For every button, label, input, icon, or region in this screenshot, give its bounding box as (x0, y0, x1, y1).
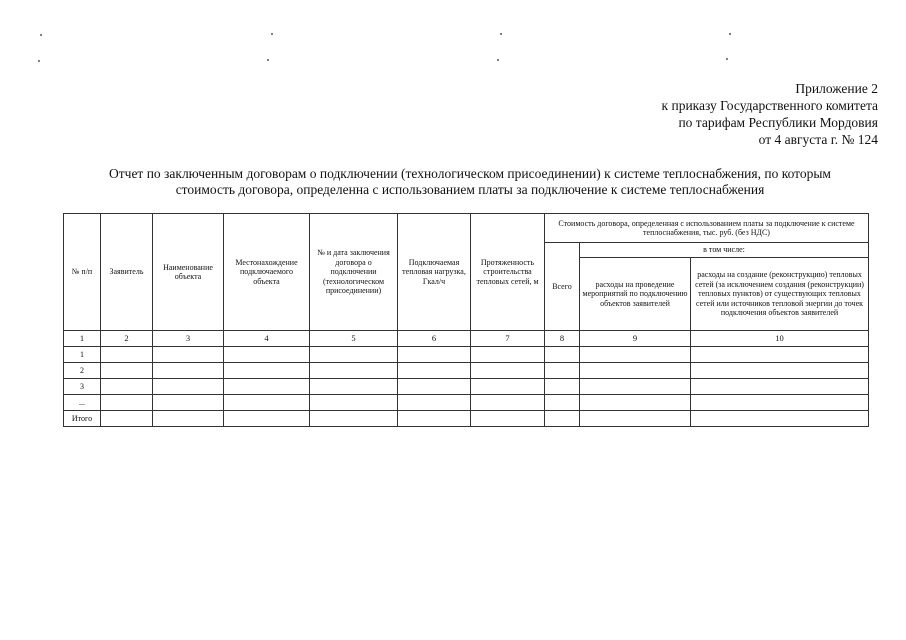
table-cell (153, 411, 224, 427)
column-number: 6 (398, 331, 471, 347)
table-row (64, 395, 869, 411)
table-cell (545, 395, 580, 411)
table-cell (101, 363, 153, 379)
row-label: 3 (64, 379, 101, 395)
header-object-name: Наименование объекта (153, 214, 224, 331)
table-row (64, 363, 869, 379)
header-cost-group: Стоимость договора, определенная с использованием платы за подключение к системе теплоснабжения, тыс. руб. (без НДС) (545, 214, 869, 243)
table-cell (101, 379, 153, 395)
scan-speck (726, 58, 728, 60)
table-cell (691, 379, 869, 395)
table-cell (153, 395, 224, 411)
table-cell (398, 411, 471, 427)
column-number: 3 (153, 331, 224, 347)
table-cell (580, 411, 691, 427)
row-label: 1 (64, 347, 101, 363)
column-number: 1 (64, 331, 101, 347)
table-cell (580, 395, 691, 411)
column-number: 7 (471, 331, 545, 347)
report-title (60, 166, 880, 198)
table-cell (310, 411, 398, 427)
table-cell (471, 411, 545, 427)
table-cell (398, 395, 471, 411)
table-cell (224, 411, 310, 427)
table-cell (545, 379, 580, 395)
table-cell (691, 347, 869, 363)
scan-speck (40, 34, 42, 36)
row-label: ... (64, 395, 101, 411)
table-cell (691, 363, 869, 379)
table-cell (545, 411, 580, 427)
header-total: Всего (545, 243, 580, 331)
table-cell (153, 347, 224, 363)
table-cell (471, 347, 545, 363)
table-cell (580, 379, 691, 395)
header-applicant: Заявитель (101, 214, 153, 331)
appendix-header (662, 80, 878, 148)
appendix-committee: по тарифам Республики Мордовия (678, 115, 878, 130)
scan-speck (271, 33, 273, 35)
table-cell (471, 379, 545, 395)
header-network-costs: расходы на создание (реконструкцию) тепловых сетей (за исключением создания (реконструкции) тепловых пунктов) от существующих тепловых сетей или источников тепловой энергии до точек подключения объектов заявителей (691, 258, 869, 331)
column-number: 10 (691, 331, 869, 347)
scan-speck (500, 33, 502, 35)
table-cell (580, 347, 691, 363)
table-cell (691, 411, 869, 427)
table-cell (691, 395, 869, 411)
table-cell (153, 363, 224, 379)
column-number: 4 (224, 331, 310, 347)
scan-speck (267, 59, 269, 61)
table-cell (471, 395, 545, 411)
table-cell (153, 379, 224, 395)
table-row-total (64, 411, 869, 427)
column-number: 2 (101, 331, 153, 347)
report-title-line2: стоимость договора, определенна с использованием платы за подключение к системе теплоснабжения (175, 182, 765, 197)
scan-speck (729, 33, 731, 35)
column-number: 9 (580, 331, 691, 347)
table-cell (101, 411, 153, 427)
table-row (64, 347, 869, 363)
appendix-date: от 4 августа г. № 124 (758, 132, 878, 147)
header-including: в том числе: (580, 243, 869, 258)
table-cell (224, 379, 310, 395)
header-contract: № и дата заключения договора о подключении (технологическом присоединении) (310, 214, 398, 331)
column-number-row (64, 331, 869, 347)
table-cell (101, 395, 153, 411)
header-heat-load: Подключаемая тепловая нагрузка, Гкал/ч (398, 214, 471, 331)
table-cell (545, 347, 580, 363)
row-label-total: Итого (64, 411, 101, 427)
appendix-number: Приложение 2 (795, 81, 878, 96)
header-network-length: Протяженность строительства тепловых сетей, м (471, 214, 545, 331)
scan-speck (497, 59, 499, 61)
report-table (63, 213, 869, 427)
table-cell (580, 363, 691, 379)
table-cell (471, 363, 545, 379)
table-cell (224, 363, 310, 379)
table-cell (224, 347, 310, 363)
table-cell (545, 363, 580, 379)
table-cell (101, 347, 153, 363)
table-cell (310, 395, 398, 411)
table-cell (398, 363, 471, 379)
header-object-location: Местонахождение подключаемого объекта (224, 214, 310, 331)
header-connection-costs: расходы на проведение мероприятий по подключению объектов заявителей (580, 258, 691, 331)
table-cell (310, 363, 398, 379)
header-row-number: № п/п (64, 214, 101, 331)
table-cell (310, 347, 398, 363)
row-label: 2 (64, 363, 101, 379)
report-title-line1: Отчет по заключенным договорам о подключении (технологическом присоединении) к системе теплоснабжения, по которым (109, 166, 831, 181)
appendix-order-ref: к приказу Государственного комитета (661, 98, 878, 113)
table-cell (398, 379, 471, 395)
table-cell (398, 347, 471, 363)
table-row (64, 379, 869, 395)
table-cell (310, 379, 398, 395)
table-cell (224, 395, 310, 411)
column-number: 8 (545, 331, 580, 347)
column-number: 5 (310, 331, 398, 347)
scan-speck (38, 60, 40, 62)
